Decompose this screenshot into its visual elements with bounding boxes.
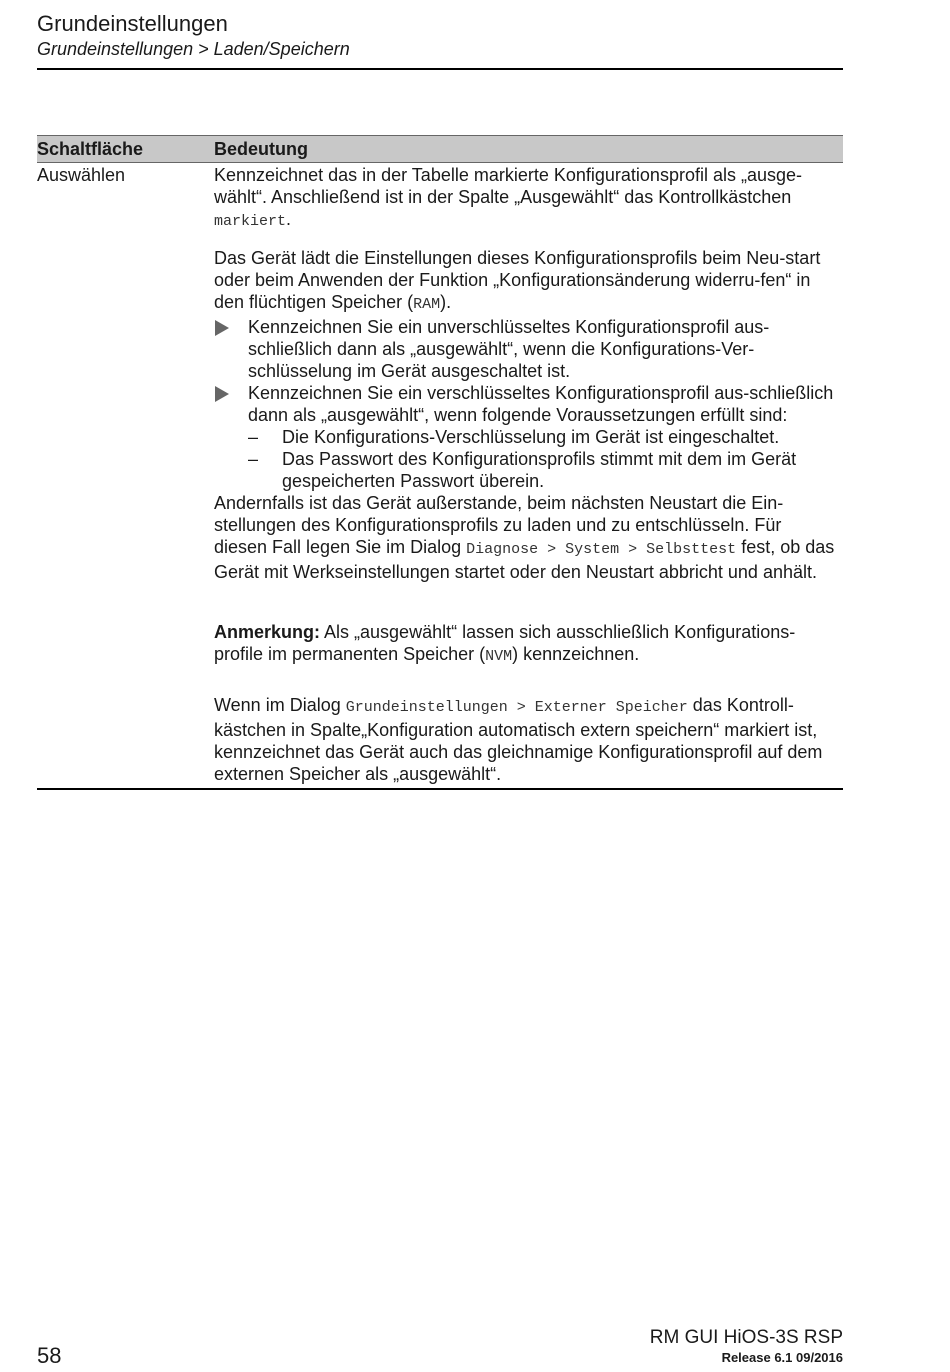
- column-header-bedeutung: Bedeutung: [214, 139, 308, 159]
- column-header-schaltflaeche: Schaltfläche: [37, 139, 144, 159]
- paragraph-otherwise: Andernfalls ist das Gerät außerstande, beim nächsten Neustart die Ein-stellungen des Konfigurationsprofils zu laden und zu entschlüsseln. Für diesen Fall legen Sie im Dialog Diagnose > System > Selbsttest fest, ob das Gerät mit Werkseinstellungen startet oder den Neustart abbricht und anhält.: [214, 493, 835, 582]
- breadcrumb: Grundeinstellungen > Laden/Speichern: [37, 39, 350, 59]
- table-header-row: [37, 135, 843, 163]
- code-markiert: markiert: [214, 213, 287, 230]
- instruction-bullet-unencrypted: Kennzeichnen Sie ein unverschlüsseltes Konfigurationsprofil aus-schließlich dann als „ausgewählt“, wenn die Konfigurations-Ver-schlüsselung im Gerät ausgeschaltet ist.: [214, 316, 838, 382]
- meaning-cell: [214, 163, 838, 785]
- footer-doc-title: RM GUI HiOS-3S RSP: [649, 1327, 843, 1348]
- dash-mark: –: [248, 449, 259, 469]
- dash-item-encryption-on: – Die Konfigurations-Verschlüsselung im Gerät ist eingeschaltet.: [248, 427, 780, 447]
- header-divider: [37, 68, 843, 70]
- paragraph-load-ram: Das Gerät lädt die Einstellungen dieses Konfigurationsprofils beim Neu-start oder beim Anwenden der Funktion „Konfigurationsänderung widerru-fen“ in den flüchtigen Speicher (RAM).: [214, 248, 821, 313]
- paragraph-external-memory: Wenn im Dialog Grundeinstellungen > Externer Speicher das Kontroll-kästchen in Spalte„Konfiguration automatisch extern speichern“ markiert ist, kennzeichnet das Gerät auch das gleichnamige Konfigurationsprofil auf dem externen Speicher als „ausgewählt“.: [214, 695, 823, 784]
- play-triangle-icon: [215, 320, 229, 336]
- footer-release: Release 6.1 09/2016: [721, 1350, 843, 1365]
- note-paragraph: Anmerkung: Als „ausgewählt“ lassen sich ausschließlich Konfigurations-profile im permanenten Speicher (NVM) kennzeichnen.: [214, 622, 796, 665]
- page-title: Grundeinstellungen: [37, 11, 228, 36]
- button-name-cell: Auswählen: [37, 165, 126, 185]
- play-triangle-icon: [215, 386, 229, 402]
- code-selbsttest-path: Diagnose > System > Selbsttest: [466, 541, 737, 558]
- paragraph-marks-selected: Kennzeichnet das in der Tabelle markierte Konfigurationsprofil als „ausge-wählt“. Anschließend ist in der Spalte „Ausgewählt“ das Kontrollkästchen markiert.: [214, 165, 802, 230]
- page-number: 58: [37, 1343, 62, 1368]
- note-label: Anmerkung:: [214, 622, 321, 642]
- instruction-bullet-encrypted: Kennzeichnen Sie ein verschlüsseltes Konfigurationsprofil aus-schließlich dann als „ausgewählt“, wenn folgende Voraussetzungen erfüllt sind:: [214, 382, 838, 426]
- code-ram: RAM: [413, 296, 441, 313]
- code-externer-speicher-path: Grundeinstellungen > Externer Speicher: [345, 699, 688, 716]
- dash-mark: –: [248, 427, 259, 447]
- table-row: [37, 163, 843, 785]
- page-header: [37, 10, 843, 60]
- dash-item-password-match: – Das Passwort des Konfigurationsprofils stimmt mit dem im Gerät gespeicherten Passwort überein.: [248, 449, 797, 491]
- table-bottom-divider: [37, 788, 843, 790]
- button-table: [37, 135, 843, 790]
- code-nvm: NVM: [485, 648, 513, 665]
